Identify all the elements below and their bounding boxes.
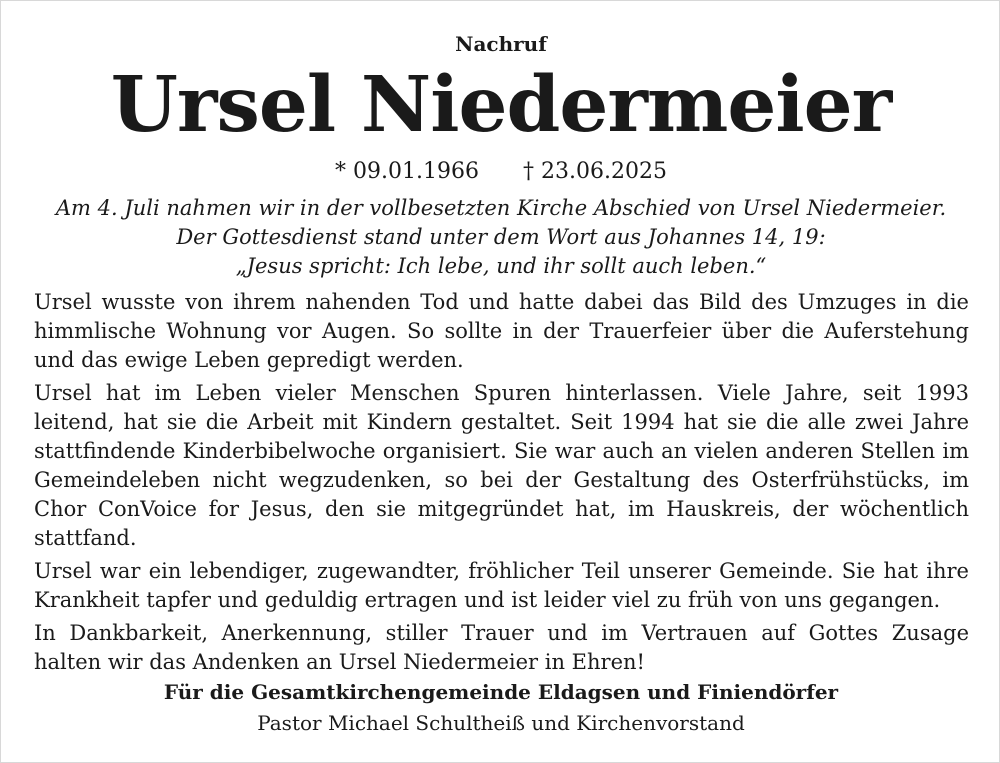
body-paragraph: In Dankbarkeit, Anerkennung, stiller Trauer und im Vertrauen auf Gottes Zusage halten wir das Andenken an Ursel Niedermeier in Ehren!	[34, 621, 969, 674]
death-date: † 23.06.2025	[523, 159, 667, 184]
life-dates	[1, 159, 1000, 184]
bible-quote: „Jesus spricht: Ich lebe, und ihr sollt auch leben.“	[235, 254, 767, 278]
intro-line: Am 4. Juli nahmen wir in der vollbesetzten Kirche Abschied von Ursel Niedermeier.	[55, 196, 947, 220]
birth-date: * 09.01.1966	[335, 159, 479, 184]
intro-block	[1, 194, 1000, 281]
signature-block	[1, 677, 1000, 739]
body-paragraph: Ursel war ein lebendiger, zugewandter, fröhlicher Teil unserer Gemeinde. Sie hat ihre Krankheit tapfer und geduldig ertragen und ist leider viel zu früh von uns gegangen.	[34, 559, 969, 612]
intro-line: Der Gottesdienst stand unter dem Wort aus Johannes 14, 19:	[176, 225, 826, 249]
organization-name: Für die Gesamtkirchengemeinde Eldagsen und Finiendörfer	[163, 680, 839, 704]
body-paragraph: Ursel hat im Leben vieler Menschen Spuren hinterlassen. Viele Jahre, seit 1993 leitend, hat sie die Arbeit mit Kindern gestaltet. Seit 1994 hat sie die alle zwei Jahre stattfindende Kinderbibelwoche organisiert. Sie war auch an vielen anderen Stellen im Gemeindeleben nicht wegzudenken, so bei der Gestaltung des Osterfrühstücks, im Chor ConVoice for Jesus, den sie mitgegründet hat, im Hauskreis, der wöchentlich stattfand.	[34, 381, 969, 550]
deceased-name: Ursel Niedermeier	[110, 60, 892, 150]
signatories: Pastor Michael Schultheiß und Kirchenvorstand	[257, 711, 745, 735]
obituary-body	[34, 288, 969, 681]
notice-heading: Nachruf	[455, 32, 547, 56]
body-paragraph: Ursel wusste von ihrem nahenden Tod und hatte dabei das Bild des Umzuges in die himmlische Wohnung vor Augen. So sollte in der Trauerfeier über die Auferstehung und das ewige Leben gepredigt werden.	[34, 290, 969, 372]
